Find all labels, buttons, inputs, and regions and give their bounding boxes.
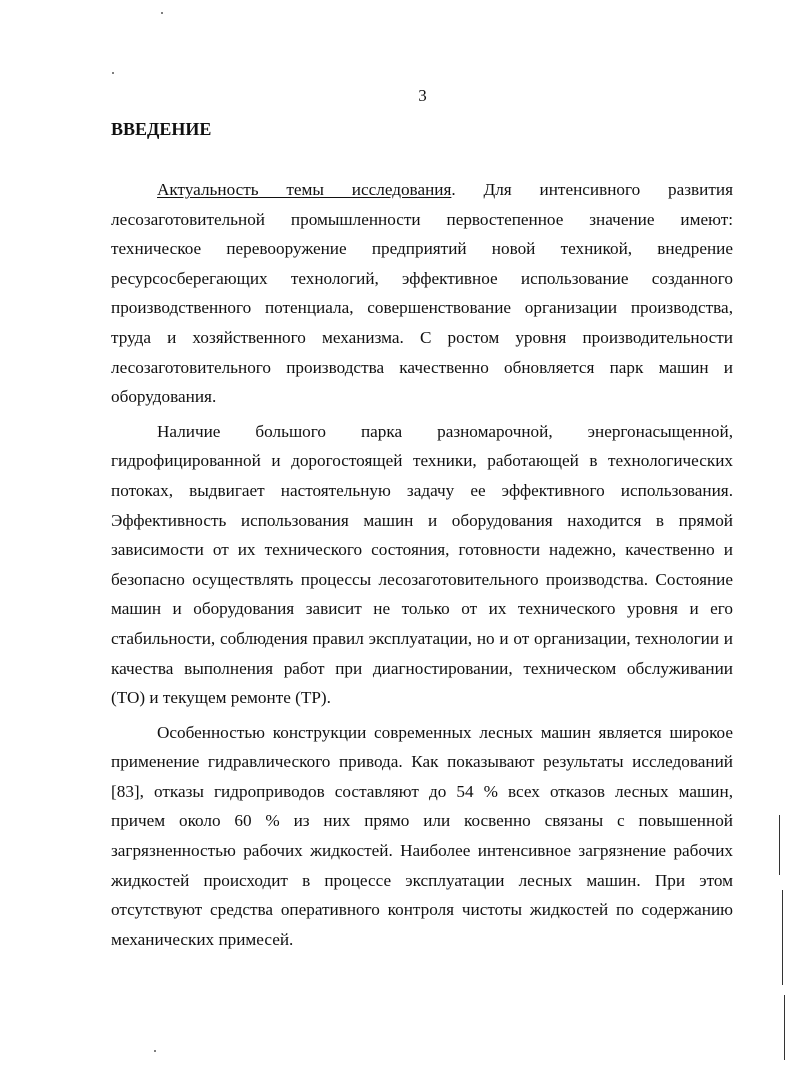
section-heading: ВВЕДЕНИЕ	[111, 119, 212, 139]
paragraph-equipment-fleet: Наличие большого парка разномарочной, энергонасыщенной, гидрофицированной и дорогостоящей техники, работающей в технологических потоках, выдвигает настоятельную задачу ее эффективного использования. Эффективность использования машин и оборудования находится в прямой зависимости от их технического состояния, готовности надежно, качественно и безопасно осуществлять процессы лесозаготовительного производства. Состояние машин и оборудования зависит не только от их технического уровня и его стабильности, соблюдения правил эксплуатации, но и от организации, технологии и качества выполнения работ при диагностировании, техническом обслуживании (ТО) и текущем ремонте (ТР).	[111, 421, 733, 708]
paragraph-lead-term: Актуальность темы исследования	[157, 180, 452, 199]
paragraph-hydraulic-drives: Особенностью конструкции современных лесных машин является широкое применение гидравлического привода. Как показывают результаты исследований [83], отказы гидроприводов составляют до 54 % всех отказов лесных машин, причем около 60 % из них прямо или косвенно связаны с повышенной загрязненностью рабочих жидкостей. Наиболее интенсивное загрязнение рабочих жидкостей происходит в процессе эксплуатации лесных машин. При этом отсутствуют средства оперативного контроля чистоты жидкостей по содержанию механических примесей.	[111, 722, 733, 949]
scan-edge-mark	[784, 995, 785, 1060]
scan-speck	[154, 1050, 156, 1052]
scan-speck	[161, 12, 163, 14]
paragraph-relevance	[111, 175, 733, 412]
scan-edge-mark	[782, 890, 783, 985]
paragraph-text: . Для интенсивного развития лесозаготовительной промышленности первостепенное значение имеют: техническое перевооружение предприятий новой техникой, внедрение ресурсосберегающих технологий, эффективное использование созданного производственного потенциала, совершенствование организации производства, труда и хозяйственного механизма. С ростом уровня производительности лесозаготовительного производства качественно обновляется парк машин и оборудования.	[111, 180, 733, 407]
scan-speck	[112, 72, 114, 74]
scan-edge-mark	[779, 815, 780, 875]
body-text	[111, 175, 733, 959]
page-number: 3	[418, 86, 427, 105]
